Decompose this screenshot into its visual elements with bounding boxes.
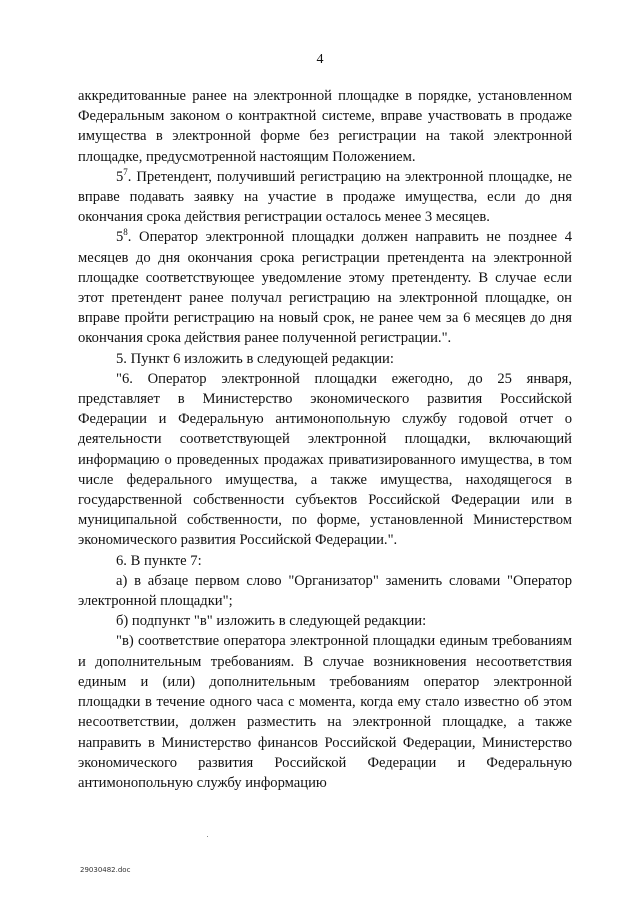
paragraph-text: . Оператор электронной площадки должен направить не позднее 4 месяцев до дня окончания срока регистрации претендента на электронной площадке соответствующее уведомление этому претенденту. В случае если этот претендент ранее получал регистрацию на электронной площадке, он вправе пройти регистрацию на новый срок, не ранее чем за 6 месяцев до дня окончания срока действия ранее полученной регистрации.". bbox=[78, 229, 572, 347]
paragraph-number: 5 bbox=[116, 168, 124, 185]
page-number: 4 bbox=[316, 52, 324, 67]
paragraph-5-7 bbox=[78, 167, 572, 228]
paragraph-quoted-v: "в) соответствие оператора электронной площадки единым требованиям и дополнительным требованиям. В случае возникновения несоответствия единым и (или) дополнительным требованиям оператор электронной площадки в течение одного часа с момента, когда ему стало известно об этом несоответствии, должен разместить на электронной площадке, а также направить в Министерство финансов Российской Федерации, Министерство экономического развития Российской Федерации и Федеральную антимонопольную службу информацию bbox=[78, 633, 572, 791]
paragraph-5-8 bbox=[78, 227, 572, 348]
paragraph-quoted-6: "6. Оператор электронной площадки ежегодно, до 25 января, представляет в Министерство экономического развития Российской Федерации и Федеральную антимонопольную службу годовой отчет о деятельности соответствующей электронной площадки, включающий информацию о проведенных продажах приватизированного имущества, в том числе федерального имущества, а также имущества, находящегося в государственной собственности субъектов Российской Федерации или в муниципальной собственности, по форме, установленной Министерством экономического развития Российской Федерации.". bbox=[78, 370, 572, 549]
paragraph-continuation: аккредитованные ранее на электронной площадке в порядке, установленном Федеральным законом о контрактной системе, вправе участвовать в продаже имущества в электронной форме без регистрации на такой электронной площадке, предусмотренной настоящим Положением. bbox=[78, 88, 572, 165]
paragraph-number: 5 bbox=[116, 229, 124, 246]
paragraph-item-5: 5. Пункт 6 изложить в следующей редакции: bbox=[116, 350, 394, 367]
paragraph-text: . Претендент, получивший регистрацию на электронной площадке, не вправе подавать заявку на участие в продаже имущества, если до дня окончания срока действия регистрации осталось менее 3 месяцев. bbox=[78, 168, 572, 226]
footer-file-code: 29030482.doc bbox=[80, 866, 131, 874]
paragraph-superscript: 7 bbox=[123, 166, 128, 177]
paragraph-subitem-b: б) подпункт "в" изложить в следующей редакции: bbox=[116, 613, 427, 630]
scan-speck bbox=[207, 836, 208, 837]
document-body bbox=[78, 86, 572, 793]
paragraph-subitem-a: а) в абзаце первом слово "Организатор" заменить словами "Оператор электронной площадки"; bbox=[78, 572, 572, 610]
paragraph-superscript: 8 bbox=[123, 227, 128, 238]
paragraph-item-6: 6. В пункте 7: bbox=[116, 552, 202, 569]
